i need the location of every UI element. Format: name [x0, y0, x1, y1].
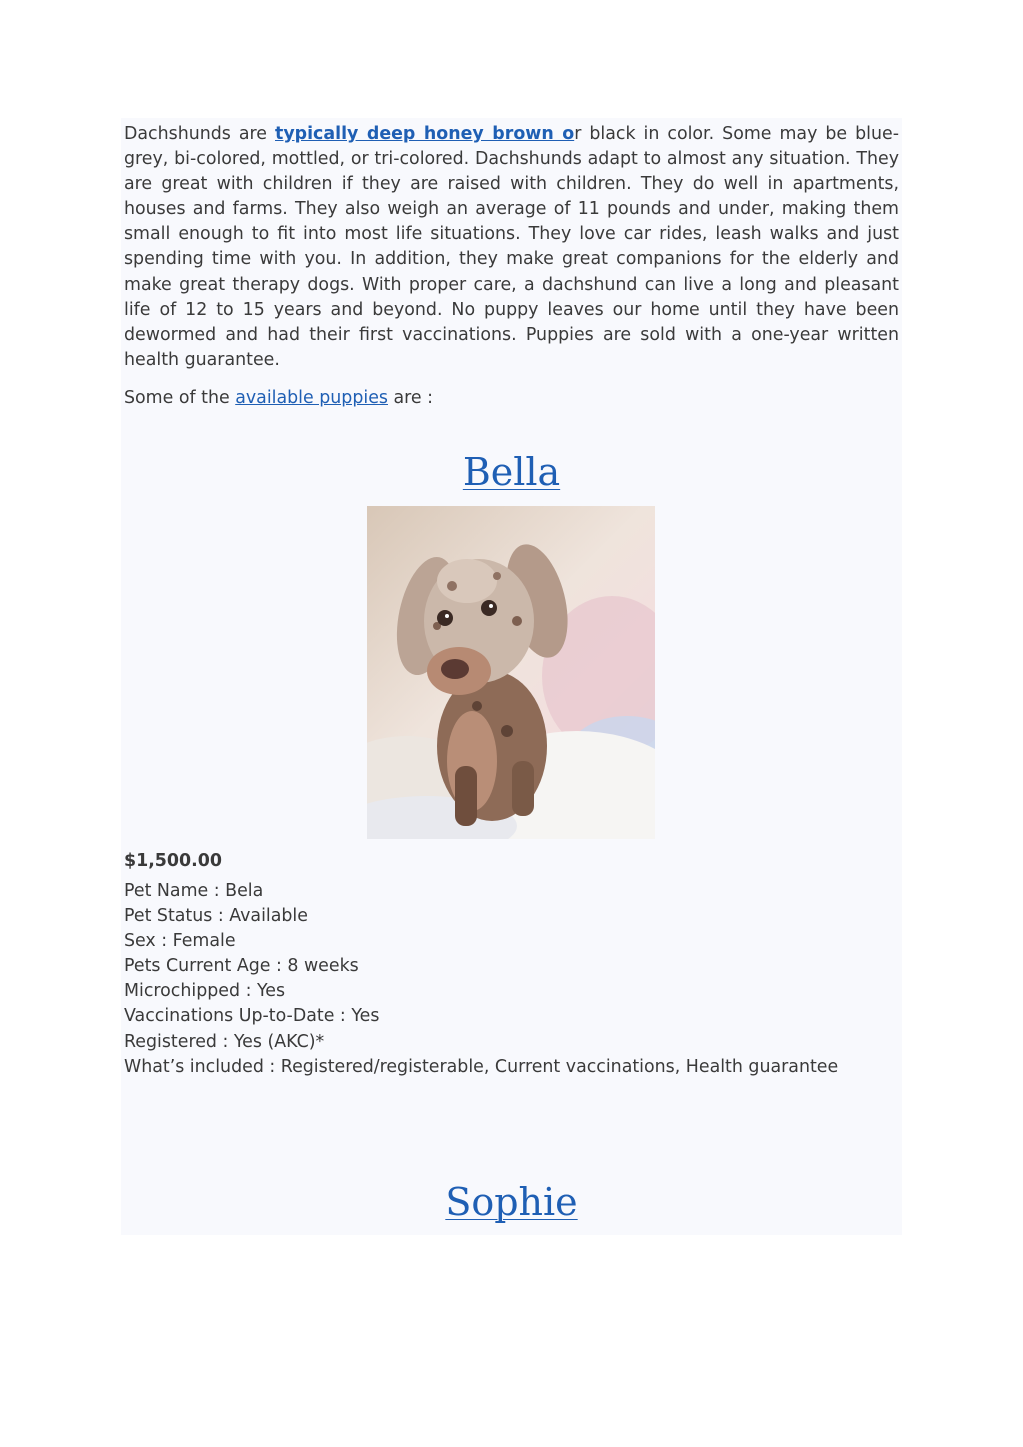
puppy-illustration: [367, 506, 655, 839]
dachshund-puppy-photo: [367, 506, 655, 839]
sophie-link[interactable]: Sophie: [445, 1180, 578, 1224]
detail-sex: Sex : Female: [124, 931, 236, 952]
available-puppies-line: [124, 386, 433, 411]
detail-current-age: Pets Current Age : 8 weeks: [124, 956, 359, 977]
detail-pet-name: Pet Name : Bela: [124, 881, 264, 901]
bella-link[interactable]: Bella: [462, 450, 561, 494]
detail-whats-included: What’s included : Registered/registerable, Current vaccinations, Health guarantee: [124, 1056, 839, 1077]
pet-title-bella: [121, 448, 902, 496]
available-text-start: Some of the: [124, 388, 236, 408]
detail-registered: Registered : Yes (AKC)*: [124, 1031, 325, 1052]
bella-details-list: [124, 879, 838, 1080]
detail-vaccinations: Vaccinations Up-to-Date : Yes: [124, 1006, 380, 1027]
honey-brown-link[interactable]: typically deep honey brown o: [275, 124, 575, 144]
intro-paragraph: [124, 122, 899, 373]
available-puppies-link[interactable]: available puppies: [235, 388, 388, 408]
intro-text-start: Dachshunds are: [124, 124, 275, 144]
available-text-end: are :: [387, 388, 434, 408]
bella-price: $1,500.00: [124, 851, 222, 871]
detail-pet-status: Pet Status : Available: [124, 906, 308, 927]
detail-microchipped: Microchipped : Yes: [124, 981, 286, 1002]
pet-title-sophie: [121, 1178, 902, 1226]
intro-text-rest: r black in color. Some may be blue-grey, bi-colored, mottled, or tri-colored. Dachshunds adapt to almost any situation. They are great with children if they are raised with children. They do well in apartments, houses and farms. They also weigh an average of 11 pounds and under, making them small enough to fit into most life situations. They love car rides, leash walks and just spending time with you. In addition, they make great companions for the elderly and make great therapy dogs. With proper care, a dachshund can live a long and pleasant life of 12 to 15 years and beyond. No puppy leaves our home until they have been dewormed and had their first vaccinations. Puppies are sold with a one-year written health guarantee.: [124, 124, 899, 370]
